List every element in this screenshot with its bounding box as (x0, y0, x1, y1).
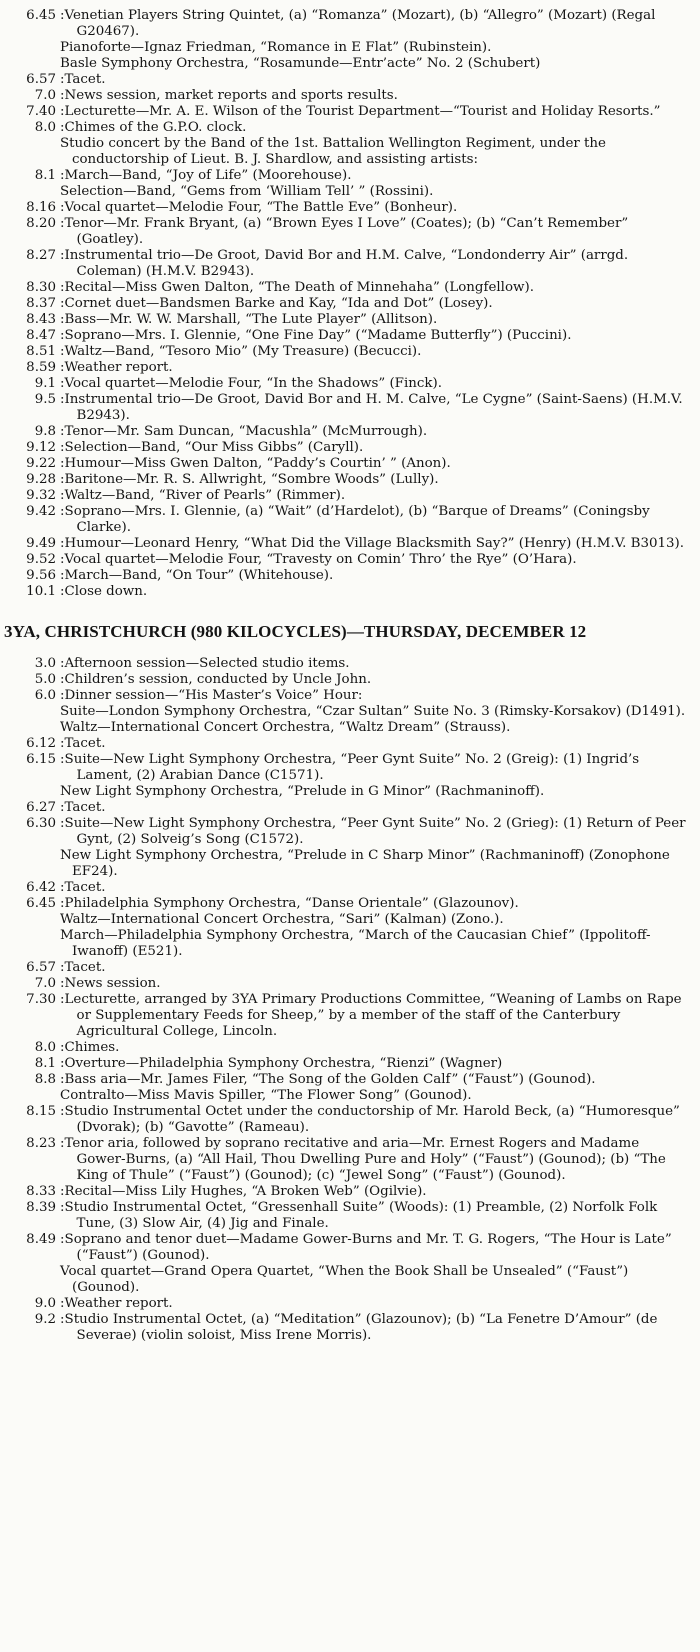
entry-time: 9.8 (34, 424, 56, 439)
entry-text: Studio concert by the Band of the 1st. Battalion Wellington Regiment, under the conductorship of Lieut. B. J. Shardlow, and assisting artists: (60, 136, 606, 167)
programme-entry (4, 568, 690, 584)
entry-text: Tacet. (64, 960, 106, 975)
time-separator: : (60, 568, 65, 583)
entry-text: Dinner session—“His Master’s Voice” Hour: (64, 688, 363, 703)
entry-text: Suite—London Symphony Orchestra, “Czar Sultan” Suite No. 3 (Rimsky-Korsakov) (D1491). (60, 704, 686, 719)
entry-time: 9.1 (34, 376, 56, 391)
entry-text: Waltz—Band, “Tesoro Mio” (My Treasure) (Becucci). (64, 344, 422, 359)
entry-text: Recital—Miss Lily Hughes, “A Broken Web” (Ogilvie). (64, 1184, 427, 1199)
programme-entry (4, 1200, 690, 1232)
time-separator: : (60, 1296, 65, 1311)
time-separator: : (60, 120, 65, 135)
time-separator: : (60, 488, 65, 503)
time-separator: : (60, 504, 65, 519)
entry-text: New Light Symphony Orchestra, “Prelude in G Minor” (Rachmaninoff). (60, 784, 545, 799)
entry-text: Close down. (64, 584, 148, 599)
time-separator: : (60, 672, 65, 687)
entry-time: 6.0 (34, 688, 56, 703)
programme-entry (4, 136, 690, 168)
programme-entry (4, 344, 690, 360)
programme-entry (4, 440, 690, 456)
entry-text: Vocal quartet—Melodie Four, “The Battle Eve” (Bonheur). (64, 200, 458, 215)
entry-time: 6.12 (26, 736, 56, 751)
programme-entry (4, 552, 690, 568)
entry-text: Waltz—International Concert Orchestra, “Waltz Dream” (Strauss). (60, 720, 511, 735)
programme-entry (4, 200, 690, 216)
programme-entry (4, 584, 690, 600)
time-separator: : (60, 248, 65, 263)
entry-time: 7.30 (26, 992, 56, 1007)
time-separator: : (60, 360, 65, 375)
entry-text: Basle Symphony Orchestra, “Rosamunde—Entr’acte” No. 2 (Schubert) (60, 56, 541, 71)
time-separator: : (60, 992, 65, 1007)
programme-entry (4, 88, 690, 104)
time-separator: : (60, 8, 65, 23)
entry-text: March—Band, “Joy of Life” (Moorehouse). (64, 168, 352, 183)
programme-entry (4, 800, 690, 816)
entry-text: Waltz—Band, “River of Pearls” (Rimmer). (64, 488, 346, 503)
entry-time: 9.52 (26, 552, 56, 567)
entry-time: 3.0 (34, 656, 56, 671)
programme-entry (4, 280, 690, 296)
programme-entry (4, 1232, 690, 1264)
time-separator: : (60, 1200, 65, 1215)
time-separator: : (60, 1312, 65, 1327)
entry-text: Studio Instrumental Octet, “Gressenhall Suite” (Woods): (1) Preamble, (2) Norfolk Folk Tune, (3) Slow Air, (4) Jig and Finale. (64, 1200, 658, 1231)
entry-time: 5.0 (34, 672, 56, 687)
time-separator: : (60, 552, 65, 567)
time-separator: : (60, 1040, 65, 1055)
time-separator: : (60, 440, 65, 455)
programme-entry (4, 456, 690, 472)
entry-text: Chimes of the G.P.O. clock. (64, 120, 247, 135)
programme-entry (4, 216, 690, 248)
time-separator: : (60, 328, 65, 343)
programme-entry (4, 1104, 690, 1136)
programme-entry (4, 1312, 690, 1344)
time-separator: : (60, 880, 65, 895)
entry-time: 9.0 (34, 1296, 56, 1311)
entry-time: 9.5 (34, 392, 56, 407)
programme-entry (4, 992, 690, 1040)
time-separator: : (60, 816, 65, 831)
entry-text: Soprano—Mrs. I. Glennie, (a) “Wait” (d’Hardelot), (b) “Barque of Dreams” (Coningsby Clarke). (64, 504, 650, 535)
time-separator: : (60, 536, 65, 551)
entry-time: 8.23 (26, 1136, 56, 1151)
time-separator: : (60, 976, 65, 991)
time-separator: : (60, 1232, 65, 1247)
programme-entry (4, 328, 690, 344)
entry-time: 6.57 (26, 960, 56, 975)
entry-time: 6.57 (26, 72, 56, 87)
entry-time: 7.40 (26, 104, 56, 119)
time-separator: : (60, 88, 65, 103)
time-separator: : (60, 1136, 65, 1151)
time-separator: : (60, 296, 65, 311)
programme-entry (4, 1296, 690, 1312)
programme-entry (4, 784, 690, 800)
programme-entry (4, 312, 690, 328)
time-separator: : (60, 688, 65, 703)
programme-entry (4, 816, 690, 848)
entry-text: New Light Symphony Orchestra, “Prelude in C Sharp Minor” (Rachmaninoff) (Zonophone EF24). (60, 848, 670, 879)
programme-entry (4, 488, 690, 504)
programme-entry (4, 376, 690, 392)
entry-text: Vocal quartet—Melodie Four, “Travesty on Comin’ Thro’ the Rye” (O’Hara). (64, 552, 577, 567)
programme-entry (4, 1184, 690, 1200)
entry-text: Waltz—International Concert Orchestra, “Sari” (Kalman) (Zono.). (60, 912, 504, 927)
entry-time: 10.1 (26, 584, 56, 599)
entry-text: Instrumental trio—De Groot, David Bor and H. M. Calve, “Le Cygne” (Saint-Saens) (H.M.V. B2943). (64, 392, 683, 423)
entry-text: Weather report. (64, 360, 173, 375)
entry-text: Weather report. (64, 1296, 173, 1311)
time-separator: : (60, 584, 65, 599)
entry-text: Tacet. (64, 880, 106, 895)
entry-text: Tacet. (64, 800, 106, 815)
entry-time: 7.0 (34, 88, 56, 103)
entry-text: Humour—Leonard Henry, “What Did the Village Blacksmith Say?” (Henry) (H.M.V. B3013). (64, 536, 685, 551)
programme-entry (4, 880, 690, 896)
entry-time: 9.28 (26, 472, 56, 487)
time-separator: : (60, 216, 65, 231)
programme-entry (4, 896, 690, 912)
programme-entry (4, 1264, 690, 1296)
time-separator: : (60, 1184, 65, 1199)
entry-time: 8.8 (34, 1072, 56, 1087)
entry-time: 9.22 (26, 456, 56, 471)
entry-text: Venetian Players String Quintet, (a) “Romanza” (Mozart), (b) “Allegro” (Mozart) (Regal G20467). (64, 8, 656, 39)
station-heading: 3YA, CHRISTCHURCH (980 KILOCYCLES)—THURSDAY, DECEMBER 12 (4, 622, 587, 641)
entry-time: 8.0 (34, 1040, 56, 1055)
entry-text: Soprano and tenor duet—Madame Gower-Burns and Mr. T. G. Rogers, “The Hour is Late” (“Faust”) (Gounod). (64, 1232, 672, 1263)
entry-time: 8.0 (34, 120, 56, 135)
entry-text: News session. (64, 976, 161, 991)
entry-text: Philadelphia Symphony Orchestra, “Danse Orientale” (Glazounov). (64, 896, 519, 911)
time-separator: : (60, 1104, 65, 1119)
time-separator: : (60, 168, 65, 183)
programme-entry (4, 720, 690, 736)
programme-entry (4, 504, 690, 536)
entry-text: Cornet duet—Bandsmen Barke and Kay, “Ida and Dot” (Losey). (64, 296, 493, 311)
entry-time: 8.20 (26, 216, 56, 231)
time-separator: : (60, 312, 65, 327)
programme-entry (4, 248, 690, 280)
time-separator: : (60, 424, 65, 439)
entry-text: Chimes. (64, 1040, 120, 1055)
time-separator: : (60, 376, 65, 391)
time-separator: : (60, 72, 65, 87)
entry-text: Suite—New Light Symphony Orchestra, “Peer Gynt Suite” No. 2 (Grieg): (1) Return of Peer Gynt, (2) Solveig’s Song (C1572). (64, 816, 686, 847)
programme-entry (4, 56, 690, 72)
entry-text: Pianoforte—Ignaz Friedman, “Romance in E Flat” (Rubinstein). (60, 40, 492, 55)
entry-time: 8.1 (34, 168, 56, 183)
entry-time: 8.43 (26, 312, 56, 327)
programme-entry (4, 72, 690, 88)
entry-text: Bass aria—Mr. James Filer, “The Song of the Golden Calf” (“Faust”) (Gounod). (64, 1072, 596, 1087)
programme-entry (4, 1136, 690, 1184)
programme-entry (4, 424, 690, 440)
entry-text: Contralto—Miss Mavis Spiller, “The Flower Song” (Gounod). (60, 1088, 472, 1103)
entry-text: Suite—New Light Symphony Orchestra, “Peer Gynt Suite” No. 2 (Greig): (1) Ingrid’s Lament, (2) Arabian Dance (C1571). (64, 752, 640, 783)
time-separator: : (60, 752, 65, 767)
entry-time: 6.27 (26, 800, 56, 815)
entry-time: 6.30 (26, 816, 56, 831)
time-separator: : (60, 896, 65, 911)
entry-text: Humour—Miss Gwen Dalton, “Paddy’s Courtin’ ” (Anon). (64, 456, 451, 471)
programme-entry (4, 928, 690, 960)
entry-time: 9.42 (26, 504, 56, 519)
entry-text: Lecturette, arranged by 3YA Primary Productions Committee, “Weaning of Lambs on Rape or Supplementary Feeds for Sheep,” by a member of the staff of the Canterbury Agricultural College, Lincoln. (64, 992, 682, 1039)
programme-entry (4, 912, 690, 928)
entry-text: Tenor aria, followed by soprano recitative and aria—Mr. Ernest Rogers and Madame Gower-Burns, (a) “All Hail, Thou Dwelling Pure and Holy” (“Faust”) (Gounod); (b) “The King of Thule” (“Faust”) (Gounod); (c) “Jewel Song” (“Faust”) (Gounod). (64, 1136, 666, 1183)
programme-entry (4, 736, 690, 752)
programme-entry (4, 960, 690, 976)
entry-text: Children’s session, conducted by Uncle John. (64, 672, 372, 687)
entry-text: Lecturette—Mr. A. E. Wilson of the Tourist Department—“Tourist and Holiday Resorts.” (64, 104, 661, 119)
entry-time: 8.39 (26, 1200, 56, 1215)
entry-text: March—Philadelphia Symphony Orchestra, “March of the Caucasian Chief” (Ippolitoff-Iwanoff) (E521). (60, 928, 651, 959)
programme-entry (4, 168, 690, 184)
entry-text: Studio Instrumental Octet, (a) “Meditation” (Glazounov); (b) “La Fenetre D’Amour” (de Severae) (violin soloist, Miss Irene Morris). (64, 1312, 658, 1343)
time-separator: : (60, 344, 65, 359)
programme-list-second (4, 656, 690, 1344)
programme-entry (4, 752, 690, 784)
entry-text: Tacet. (64, 72, 106, 87)
entry-text: Tenor—Mr. Sam Duncan, “Macushla” (McMurrough). (64, 424, 428, 439)
programme-entry (4, 8, 690, 40)
entry-time: 8.49 (26, 1232, 56, 1247)
time-separator: : (60, 280, 65, 295)
time-separator: : (60, 456, 65, 471)
time-separator: : (60, 960, 65, 975)
time-separator: : (60, 472, 65, 487)
entry-text: Selection—Band, “Gems from ‘William Tell’ ” (Rossini). (60, 184, 434, 199)
entry-text: Vocal quartet—Grand Opera Quartet, “When the Book Shall be Unsealed” (“Faust”) (Gounod). (60, 1264, 629, 1295)
programme-entry (4, 704, 690, 720)
programme-entry (4, 360, 690, 376)
time-separator: : (60, 656, 65, 671)
programme-entry (4, 296, 690, 312)
programme-entry (4, 672, 690, 688)
programme-entry (4, 848, 690, 880)
programme-entry (4, 104, 690, 120)
entry-text: Tenor—Mr. Frank Bryant, (a) “Brown Eyes I Love” (Coates); (b) “Can’t Remember” (Goatley). (64, 216, 629, 247)
entry-text: News session, market reports and sports results. (64, 88, 398, 103)
time-separator: : (60, 736, 65, 751)
entry-text: Bass—Mr. W. W. Marshall, “The Lute Player” (Allitson). (64, 312, 438, 327)
programme-entry (4, 536, 690, 552)
entry-time: 9.12 (26, 440, 56, 455)
entry-time: 8.1 (34, 1056, 56, 1071)
programme-entry (4, 40, 690, 56)
entry-time: 7.0 (34, 976, 56, 991)
entry-text: Tacet. (64, 736, 106, 751)
entry-text: Overture—Philadelphia Symphony Orchestra, “Rienzi” (Wagner) (64, 1056, 503, 1071)
time-separator: : (60, 392, 65, 407)
time-separator: : (60, 1056, 65, 1071)
time-separator: : (60, 1072, 65, 1087)
time-separator: : (60, 800, 65, 815)
programme-entry (4, 120, 690, 136)
entry-text: March—Band, “On Tour” (Whitehouse). (64, 568, 334, 583)
programme-entry (4, 472, 690, 488)
programme-entry (4, 976, 690, 992)
entry-time: 6.15 (26, 752, 56, 767)
entry-time: 9.49 (26, 536, 56, 551)
programme-entry (4, 688, 690, 704)
entry-time: 8.51 (26, 344, 56, 359)
entry-time: 8.33 (26, 1184, 56, 1199)
programme-entry (4, 656, 690, 672)
programme-entry (4, 1040, 690, 1056)
entry-time: 8.16 (26, 200, 56, 215)
entry-time: 6.42 (26, 880, 56, 895)
entry-time: 6.45 (26, 896, 56, 911)
entry-time: 9.56 (26, 568, 56, 583)
entry-text: Vocal quartet—Melodie Four, “In the Shadows” (Finck). (64, 376, 442, 391)
entry-time: 9.2 (34, 1312, 56, 1327)
entry-text: Studio Instrumental Octet under the conductorship of Mr. Harold Beck, (a) “Humoresque” (Dvorak); (b) “Gavotte” (Rameau). (64, 1104, 680, 1135)
entry-text: Instrumental trio—De Groot, David Bor and H.M. Calve, “Londonderry Air” (arrgd. Coleman) (H.M.V. B2943). (64, 248, 629, 279)
time-separator: : (60, 200, 65, 215)
entry-text: Soprano—Mrs. I. Glennie, “One Fine Day” (“Madame Butterfly”) (Puccini). (64, 328, 572, 343)
programme-entry (4, 1056, 690, 1072)
entry-time: 8.15 (26, 1104, 56, 1119)
programme-entry (4, 1072, 690, 1088)
programme-entry (4, 1088, 690, 1104)
programme-list-first (4, 8, 690, 600)
entry-text: Afternoon session—Selected studio items. (64, 656, 350, 671)
programme-entry (4, 392, 690, 424)
programme-entry (4, 184, 690, 200)
entry-time: 8.27 (26, 248, 56, 263)
entry-time: 6.45 (26, 8, 56, 23)
entry-text: Recital—Miss Gwen Dalton, “The Death of Minnehaha” (Longfellow). (64, 280, 534, 295)
entry-time: 9.32 (26, 488, 56, 503)
entry-time: 8.30 (26, 280, 56, 295)
time-separator: : (60, 104, 65, 119)
entry-time: 8.59 (26, 360, 56, 375)
entry-text: Baritone—Mr. R. S. Allwright, “Sombre Woods” (Lully). (64, 472, 439, 487)
entry-time: 8.47 (26, 328, 56, 343)
entry-time: 8.37 (26, 296, 56, 311)
entry-text: Selection—Band, “Our Miss Gibbs” (Caryll). (64, 440, 364, 455)
